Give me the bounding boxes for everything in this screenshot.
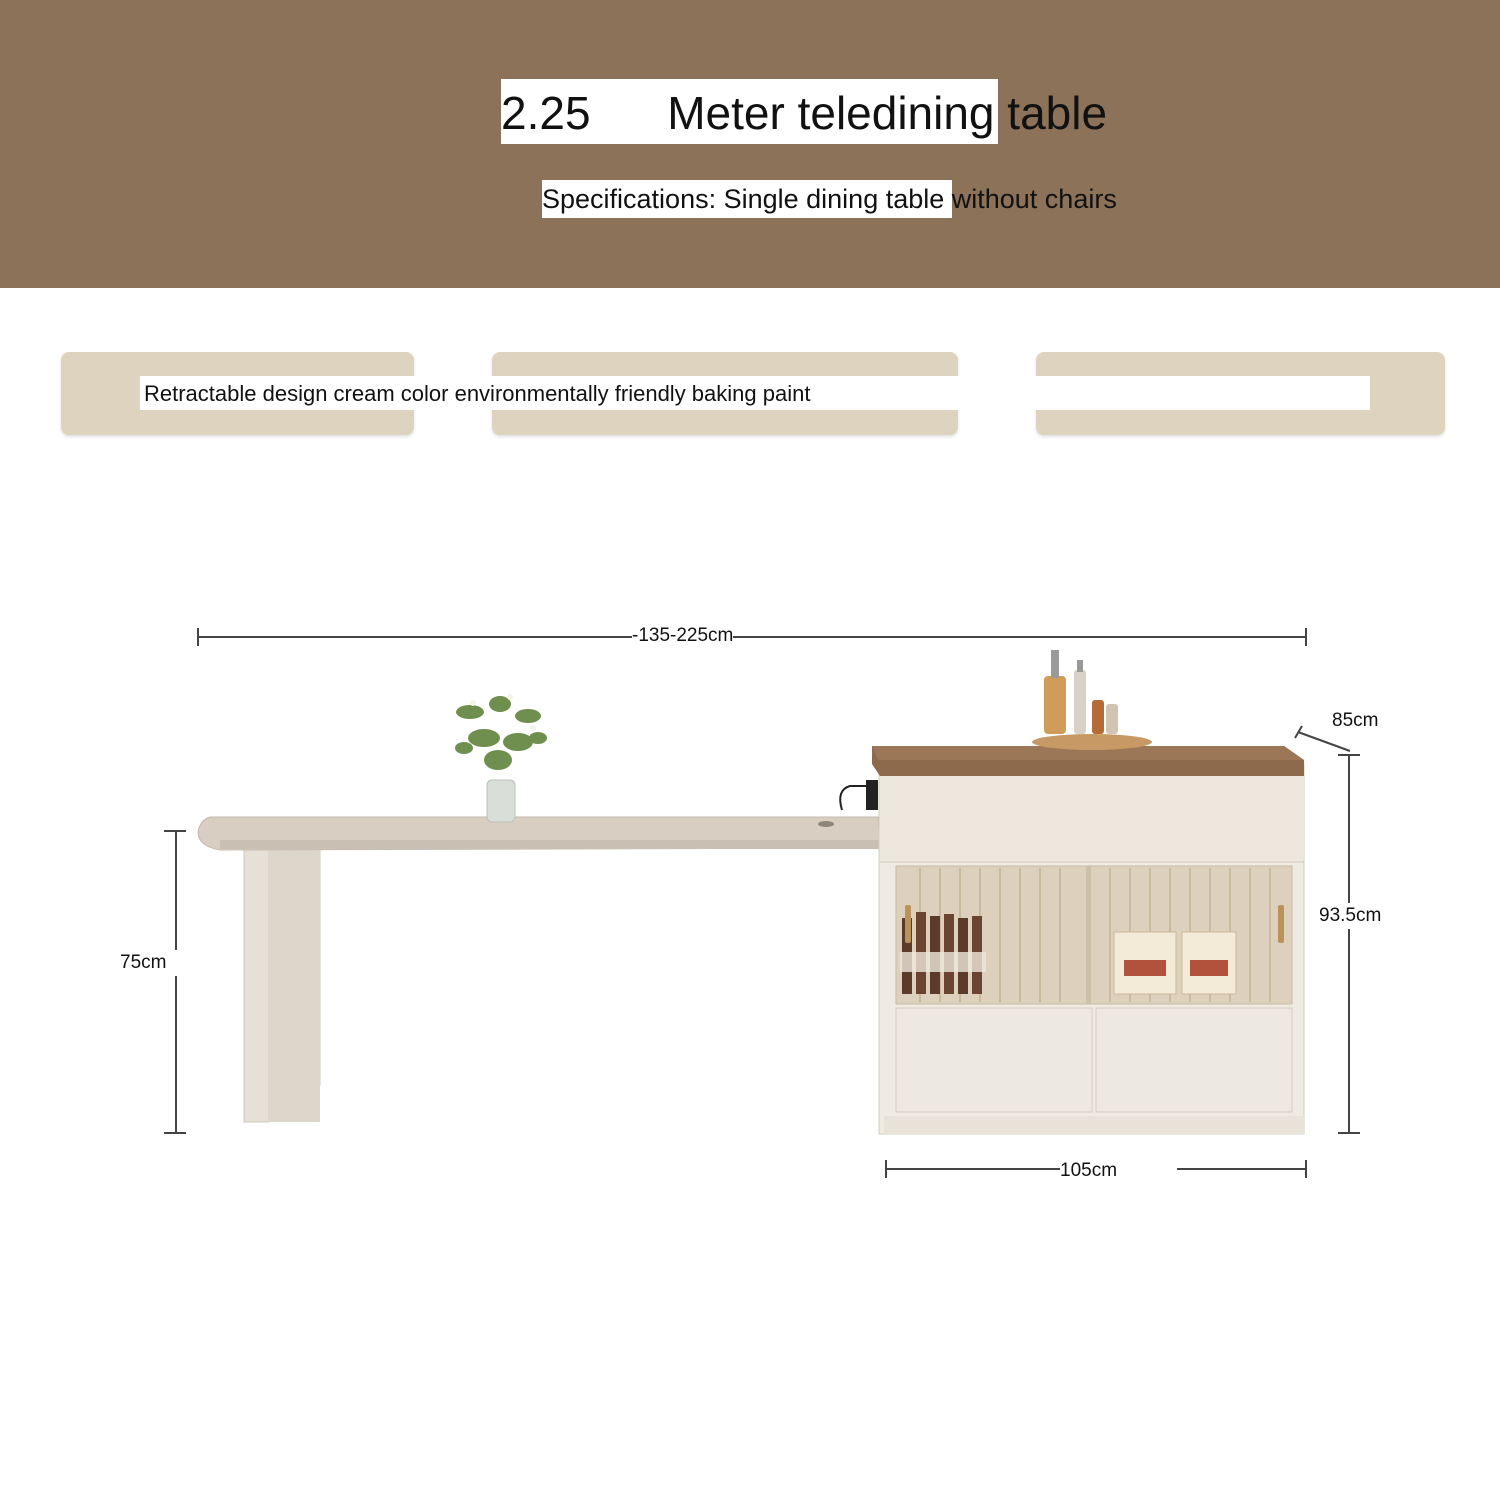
specifications-text: Specifications: Single dining table without chairs <box>542 184 1117 214</box>
vase-plant <box>455 694 547 822</box>
page-title: 2.25 Meter teledining table <box>501 87 1108 139</box>
feature-description: Retractable design cream color environmentally friendly baking paint <box>144 381 811 406</box>
table-leg <box>244 850 320 1122</box>
depth-label: 85cm <box>1332 708 1378 734</box>
total-length-label: -135-225cm <box>632 623 733 649</box>
wood-countertop <box>872 746 1304 776</box>
tabletop <box>198 817 880 850</box>
table-height-label: 75cm <box>120 950 226 976</box>
power-plug <box>840 780 878 810</box>
depth-line <box>1298 732 1350 751</box>
cabinet <box>879 764 1304 1134</box>
cabinet-height-label: 93.5cm <box>1319 903 1395 929</box>
cabinet-width-label: 105cm <box>1060 1158 1177 1184</box>
tray-bottles <box>1032 650 1152 750</box>
